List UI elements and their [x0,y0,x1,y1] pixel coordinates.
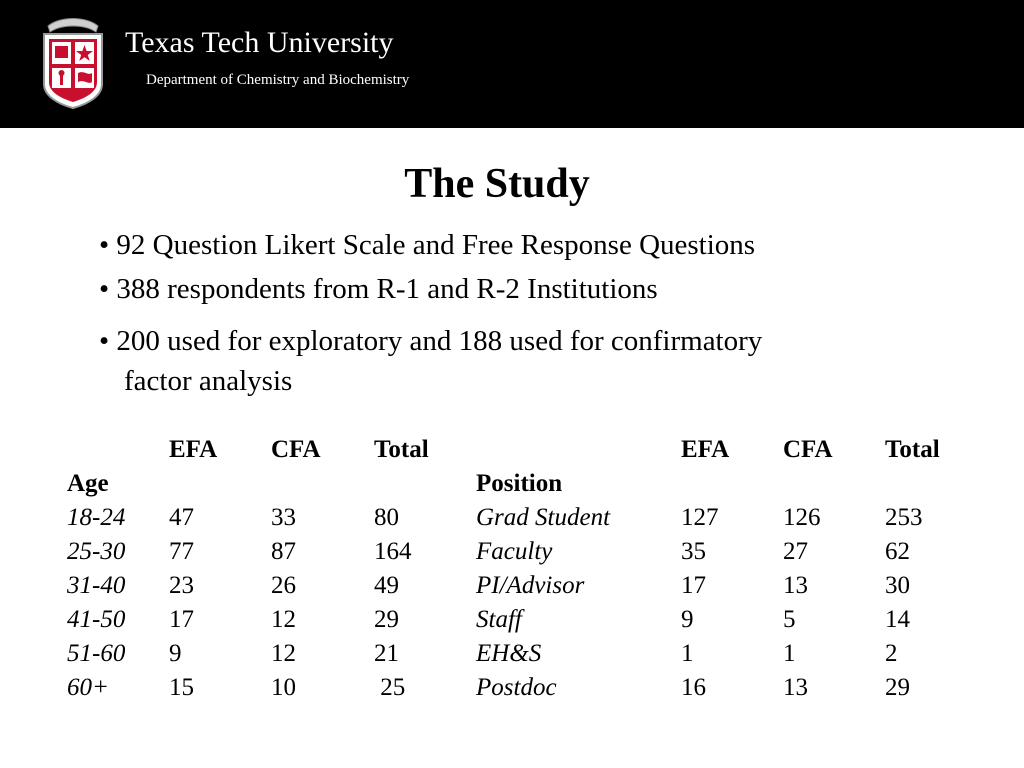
col-header-efa: EFA [169,436,218,463]
age-section-label: Age [67,470,109,497]
age-category: 25-30 [67,538,126,565]
position-efa: 1 [681,640,694,667]
department-subtitle: Department of Chemistry and Biochemistry [146,72,410,88]
age-cfa: 87 [271,538,296,565]
age-category: 18-24 [67,504,126,531]
age-efa: 9 [169,640,182,667]
age-category: 31-40 [67,572,126,599]
position-total: 62 [885,538,910,565]
col-header-total: Total [374,436,429,463]
position-category: Postdoc [476,674,557,701]
position-category: PI/Advisor [476,572,585,599]
position-efa: 16 [681,674,706,701]
position-cfa: 13 [783,572,808,599]
bullet-item-continuation: factor analysis [124,365,293,397]
position-total: 30 [885,572,910,599]
position-cfa: 5 [783,606,796,633]
position-category: Grad Student [476,504,611,531]
bullet-item: • 92 Question Likert Scale and Free Response Questions [99,229,756,261]
col-header-cfa: CFA [783,436,833,463]
position-cfa: 126 [783,504,821,531]
slide-title: The Study [404,161,590,207]
position-total: 29 [885,674,910,701]
bullet-item: • 388 respondents from R-1 and R-2 Institutions [99,273,658,305]
age-cfa: 12 [271,606,296,633]
position-category: EH&S [476,640,542,667]
position-efa: 35 [681,538,706,565]
age-total: 29 [374,606,399,633]
col-header-total: Total [885,436,940,463]
position-efa: 17 [681,572,706,599]
age-cfa: 33 [271,504,296,531]
age-total: 80 [374,504,399,531]
university-title: Texas Tech University [125,26,394,59]
age-efa: 23 [169,572,194,599]
col-header-efa: EFA [681,436,730,463]
header-bar [0,0,1024,128]
age-efa: 17 [169,606,194,633]
position-section-label: Position [476,470,563,497]
age-category: 41-50 [67,606,126,633]
position-efa: 127 [681,504,719,531]
age-total: 164 [374,538,412,565]
age-total: 25 [374,674,406,701]
position-cfa: 13 [783,674,808,701]
col-header-cfa: CFA [271,436,321,463]
ttu-shield-logo [40,16,106,110]
age-efa: 77 [169,538,194,565]
position-total: 2 [885,640,898,667]
position-efa: 9 [681,606,694,633]
age-efa: 15 [169,674,194,701]
age-cfa: 10 [271,674,296,701]
age-efa: 47 [169,504,194,531]
position-total: 253 [885,504,923,531]
position-category: Staff [476,606,522,633]
bullet-item: • 200 used for exploratory and 188 used for confirmatory [99,325,763,357]
age-cfa: 12 [271,640,296,667]
position-category: Faculty [476,538,553,565]
position-cfa: 1 [783,640,796,667]
age-cfa: 26 [271,572,296,599]
position-cfa: 27 [783,538,808,565]
age-category: 51-60 [67,640,126,667]
position-total: 14 [885,606,910,633]
age-total: 49 [374,572,399,599]
age-category: 60+ [67,674,109,701]
age-total: 21 [374,640,399,667]
